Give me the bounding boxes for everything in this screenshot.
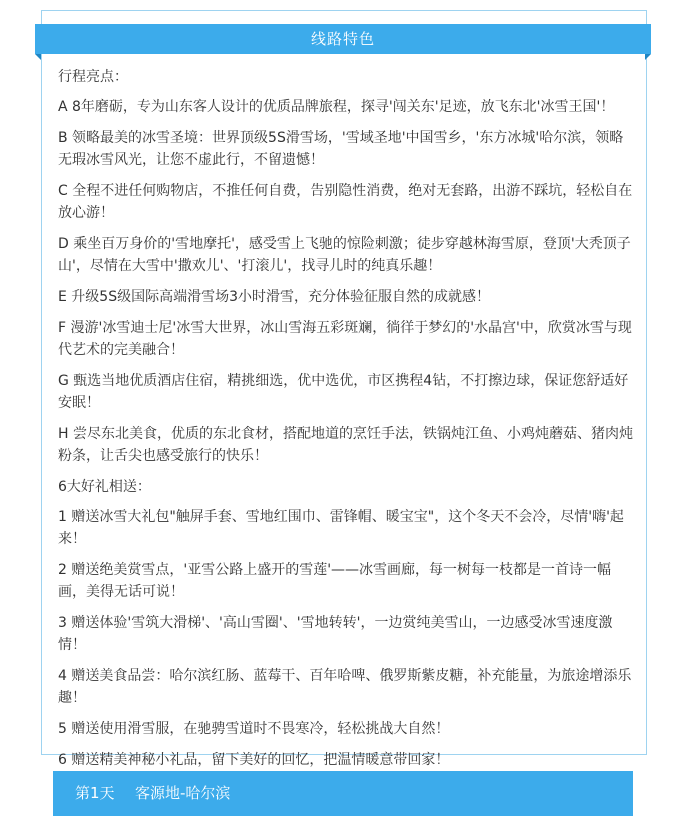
gift-item: 1 赠送冰雪大礼包"触屏手套、雪地红围巾、雷锋帽、暖宝宝"，这个冬天不会冷，尽情'嗨'起来！ [58, 509, 624, 547]
section-title-banner [35, 24, 651, 54]
highlight-item: H 尝尽东北美食，优质的东北食材，搭配地道的烹饪手法，铁锅炖江鱼、小鸡炖蘑菇、猪肉炖粉条，让舌尖也感受旅行的快乐！ [58, 426, 633, 464]
day-route: 客源地-哈尔滨 [135, 784, 231, 802]
gift-item: 6 赠送精美神秘小礼品，留下美好的回忆，把温情暖意带回家！ [58, 752, 450, 768]
highlight-item: F 漫游'冰雪迪士尼'冰雪大世界，冰山雪海五彩斑斓，徜徉于梦幻的'水晶宫'中，欣赏冰雪与现代艺术的完美融合！ [58, 320, 632, 358]
highlight-item: D 乘坐百万身价的'雪地摩托'，感受雪上飞驰的惊险刺激；徒步穿越林海雪原，登顶'大秃顶子山'，尽情在大雪中'撒欢儿'、'打滚儿'，找寻儿时的纯真乐趣！ [58, 236, 631, 274]
day-number: 第1天 [75, 784, 115, 802]
highlights-heading: 行程亮点： [58, 69, 128, 85]
highlight-item: B 领略最美的冰雪圣境：世界顶级5S滑雪场，'雪域圣地'中国雪乡，'东方冰城'哈尔滨，领略无瑕冰雪风光，让您不虚此行，不留遗憾！ [58, 130, 624, 168]
gift-item: 5 赠送使用滑雪服，在驰骋雪道时不畏寒冷，轻松挑战大自然！ [58, 721, 450, 737]
gifts-heading: 6大好礼相送： [58, 479, 151, 495]
highlight-item: G 甄选当地优质酒店住宿，精挑细选，优中选优，市区携程4钻，不打擦边球，保证您舒适好安眠！ [58, 373, 629, 411]
highlight-item: E 升级5S级国际高端滑雪场3小时滑雪，充分体验征服自然的成就感！ [58, 289, 490, 305]
highlight-item: A 8年磨砺，专为山东客人设计的优质品牌旅程，探寻'闯关东'足迹，放飞东北'冰雪王国'！ [58, 99, 615, 115]
gift-item: 2 赠送绝美赏雪点，'亚雪公路上盛开的雪莲'——冰雪画廊，每一树每一枝都是一首诗一幅画，美得无话可说！ [58, 562, 612, 600]
day-1-bar[interactable] [53, 771, 633, 816]
gift-item: 3 赠送体验'雪筑大滑梯'、'高山雪圈'、'雪地转转'，一边赏纯美雪山，一边感受冰雪速度激情！ [58, 615, 613, 653]
gift-item: 4 赠送美食品尝：哈尔滨红肠、蓝莓干、百年哈啤、俄罗斯紫皮糖，补充能量，为旅途增添乐趣！ [58, 668, 632, 706]
highlight-item: C 全程不进任何购物店，不推任何自费，告别隐性消费，绝对无套路，出游不踩坑，轻松自在放心游！ [58, 183, 633, 221]
section-title: 线路特色 [310, 30, 375, 48]
features-content [58, 66, 634, 780]
